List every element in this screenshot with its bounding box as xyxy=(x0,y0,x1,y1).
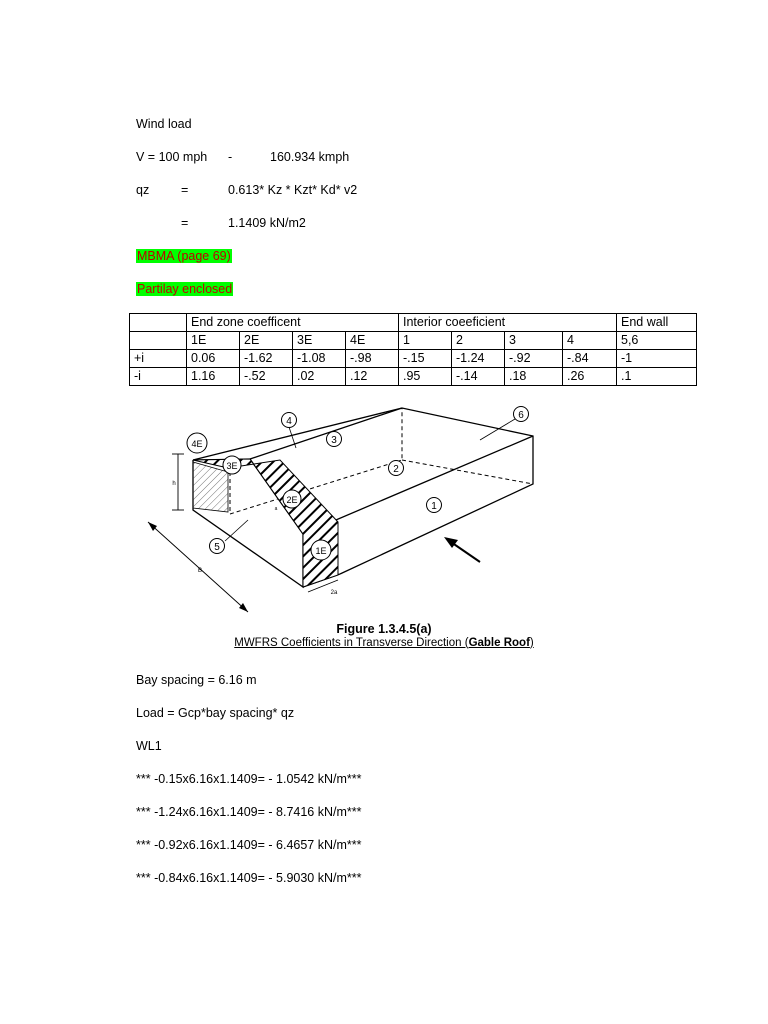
qz-formula: 0.613* Kz * Kzt* Kd* v2 xyxy=(228,183,358,197)
subheader-cell: 4E xyxy=(346,332,399,350)
table-cell: -.15 xyxy=(399,350,452,368)
zone-label-4e: 4E xyxy=(191,439,203,449)
table-cell xyxy=(130,314,187,332)
gable-roof-figure xyxy=(128,402,548,622)
calc-line: *** -0.84x6.16x1.1409= - 5.9030 kN/m*** xyxy=(136,871,362,885)
group-header-end-wall: End wall xyxy=(617,314,697,332)
zone-label-2e: 2E xyxy=(286,495,298,505)
heading-wind-load: Wind load xyxy=(136,117,192,131)
figure-number: Figure 1.3.4.5(a) xyxy=(336,622,432,636)
zone-label-5: 5 xyxy=(214,542,220,553)
qz-eq1: = xyxy=(181,183,189,197)
qz-value: 1.1409 kN/m2 xyxy=(228,216,306,230)
table-cell: .1 xyxy=(617,368,697,386)
table-row xyxy=(130,350,697,368)
reference-mbma: MBMA (page 69) xyxy=(137,249,231,263)
table-cell: -1.62 xyxy=(240,350,293,368)
subheader-cell: 3E xyxy=(293,332,346,350)
qz-label: qz xyxy=(136,183,150,197)
subheader-cell: 2E xyxy=(240,332,293,350)
table-cell: .18 xyxy=(505,368,563,386)
table-cell: -.92 xyxy=(505,350,563,368)
zone-label-1: 1 xyxy=(431,501,437,512)
reference-enclosure: Partilay enclosed xyxy=(137,282,233,296)
bay-spacing: Bay spacing = 6.16 m xyxy=(136,673,257,687)
table-cell: .26 xyxy=(563,368,617,386)
table-cell: -.98 xyxy=(346,350,399,368)
table-cell: 0.06 xyxy=(187,350,240,368)
subheader-cell: 1E xyxy=(187,332,240,350)
table-cell: .02 xyxy=(293,368,346,386)
calc-line: *** -0.15x6.16x1.1409= - 1.0542 kN/m*** xyxy=(136,772,362,786)
table-cell: -.52 xyxy=(240,368,293,386)
subheader-cell: 2 xyxy=(452,332,505,350)
coefficient-table xyxy=(129,313,697,386)
row-label: +i xyxy=(130,350,187,368)
zone-label-2: 2 xyxy=(393,464,399,475)
subheader-cell: 5,6 xyxy=(617,332,697,350)
table-row xyxy=(130,332,697,350)
table-row xyxy=(130,368,697,386)
zone-label-1e: 1E xyxy=(315,546,327,556)
table-cell: -1.08 xyxy=(293,350,346,368)
subheader-cell: 1 xyxy=(399,332,452,350)
table-cell: .95 xyxy=(399,368,452,386)
dimension-h: h xyxy=(172,481,176,487)
zone-label-4: 4 xyxy=(286,416,292,427)
figure-caption: MWFRS Coefficients in Transverse Direction (Gable Roof) xyxy=(234,637,534,649)
zone-label-3e: 3E xyxy=(226,461,238,471)
dimension-2a: 2a xyxy=(330,590,338,596)
table-cell: .12 xyxy=(346,368,399,386)
qz-eq2: = xyxy=(181,216,189,230)
dimension-b: B xyxy=(197,568,203,574)
table-cell: -1 xyxy=(617,350,697,368)
zone-label-6: 6 xyxy=(518,410,524,421)
zone-label-3: 3 xyxy=(331,435,337,446)
wl1-heading: WL1 xyxy=(136,739,162,753)
table-cell: -1.24 xyxy=(452,350,505,368)
group-header-end-zone: End zone coefficent xyxy=(187,314,399,332)
subheader-cell: 3 xyxy=(505,332,563,350)
table-cell xyxy=(130,332,187,350)
dimension-a: a xyxy=(274,506,278,512)
load-formula: Load = Gcp*bay spacing* qz xyxy=(136,706,295,720)
speed-left: V = 100 mph xyxy=(136,150,208,164)
subheader-cell: 4 xyxy=(563,332,617,350)
table-cell: 1.16 xyxy=(187,368,240,386)
table-cell: -.84 xyxy=(563,350,617,368)
group-header-interior: Interior coeeficient xyxy=(399,314,617,332)
row-label: -i xyxy=(130,368,187,386)
calc-line: *** -0.92x6.16x1.1409= - 6.4657 kN/m*** xyxy=(136,838,362,852)
table-row xyxy=(130,314,697,332)
table-cell: -.14 xyxy=(452,368,505,386)
speed-right: 160.934 kmph xyxy=(270,150,350,164)
calc-line: *** -1.24x6.16x1.1409= - 8.7416 kN/m*** xyxy=(136,805,362,819)
speed-sep: - xyxy=(228,150,233,164)
